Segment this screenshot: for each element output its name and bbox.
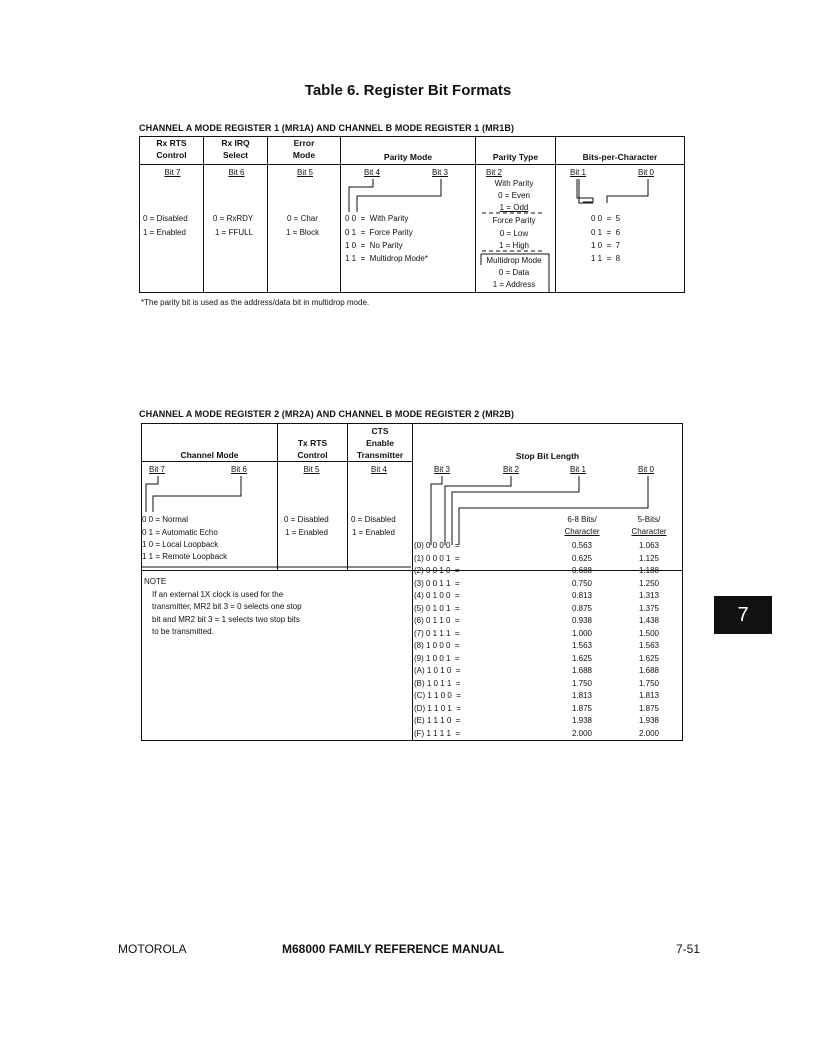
mr1-parity-mode-header: Parity Mode <box>383 152 433 162</box>
stop-row-code: (2) 0 0 1 0 = <box>414 566 460 575</box>
mr2-col5-b: Character <box>631 527 667 536</box>
mr2-chmode-10: 1 0 = Local Loopback <box>142 540 219 549</box>
mr1-rxirq-header-b: Select <box>222 150 249 160</box>
stop-row-code: (C) 1 1 0 0 = <box>414 691 461 700</box>
stop-row-6-8-bits: 1.938 <box>571 716 593 725</box>
mr1-parity-mode-00: 0 0 = With Parity <box>345 214 409 223</box>
mr1-error-block: 1 = Block <box>286 228 320 237</box>
mr1-bpc-10: 1 0 = 7 <box>591 241 621 250</box>
stop-row-6-8-bits: 1.625 <box>571 653 593 663</box>
mr2-note-line-2: transmitter, MR2 bit 3 = 0 selects one stop <box>152 602 302 611</box>
stop-row-code: (5) 0 1 0 1 = <box>414 603 460 613</box>
stop-row-5-bits: 1.375 <box>638 603 660 613</box>
mr1-bpc-11: 1 1 = 8 <box>591 254 621 263</box>
mr1-error-char: 0 = Char <box>287 214 318 223</box>
stop-row-6-8-bits: 1.875 <box>571 703 593 713</box>
stop-row-code: (3) 0 0 1 1 = <box>414 578 460 588</box>
mr2-txrts-enabled: 1 = Enabled <box>285 528 328 537</box>
mr1-bit6: Bit 6 <box>228 168 245 177</box>
mr1-parity-mode-10: 1 0 = No Parity <box>345 241 403 250</box>
stop-row-5-bits: 1.688 <box>638 666 660 675</box>
mr1-error-header-a: Error <box>293 138 315 148</box>
mr2-note-title: NOTE <box>144 577 167 586</box>
mr2-bit3: Bit 3 <box>434 465 451 474</box>
mr2-bit4: Bit 4 <box>370 465 387 474</box>
mr1-parity-mode-01: 0 1 = Force Parity <box>345 228 413 237</box>
stop-row-6-8-bits: 1.813 <box>571 691 593 700</box>
mr2-stop-header: Stop Bit Length <box>515 451 580 461</box>
stop-row-5-bits: 1.938 <box>638 716 660 725</box>
stop-row-5-bits: 1.438 <box>638 616 660 625</box>
mr1-bit3: Bit 3 <box>432 168 449 177</box>
mr1-rxirq-ffull: 1 = FFULL <box>215 228 254 237</box>
stop-row-5-bits: 1.188 <box>638 566 660 575</box>
page-title: Table 6. Register Bit Formats <box>304 82 512 99</box>
mr1-odd: 1 = Odd <box>499 203 529 212</box>
mr2-bit2: Bit 2 <box>503 465 520 474</box>
mr1-rxrts-header-b: Control <box>156 150 187 160</box>
mr2-col68-b: Character <box>564 527 600 536</box>
mr2-cts-header-c: Transmitter <box>356 450 404 460</box>
mr2-note-line-4: to be transmitted. <box>152 627 214 636</box>
mr2-bit7: Bit 7 <box>149 465 166 474</box>
mr1-low: 0 = Low <box>499 229 529 238</box>
stop-row-6-8-bits: 0.813 <box>571 591 593 600</box>
mr1-bit0: Bit 0 <box>638 168 655 177</box>
mr1-bit1: Bit 1 <box>570 168 587 177</box>
stop-row-5-bits: 1.813 <box>638 691 660 700</box>
mr1-caption: CHANNEL A MODE REGISTER 1 (MR1A) AND CHANNEL B MODE REGISTER 1 (MR1B) <box>139 123 515 133</box>
mr2-col68-a: 6-8 Bits/ <box>567 515 597 524</box>
stop-row-6-8-bits: 1.563 <box>571 641 593 650</box>
mr1-high: 1 = High <box>498 241 530 250</box>
mr2-chmode-11: 1 1 = Remote Loopback <box>142 552 228 561</box>
mr1-rxrts-enabled: 1 = Enabled <box>143 228 186 237</box>
stop-row-6-8-bits: 1.000 <box>571 628 593 638</box>
mr2-bit1: Bit 1 <box>570 465 587 474</box>
mr2-bit0: Bit 0 <box>638 465 655 474</box>
mr1-multidrop: Multidrop Mode <box>486 256 542 265</box>
mr2-cts-header-b: Enable <box>366 438 394 448</box>
mr2-col5-a: 5-Bits/ <box>637 515 661 524</box>
mr2-bit5: Bit 5 <box>303 465 320 474</box>
stop-row-code: (8) 1 0 0 0 = <box>414 641 460 650</box>
stop-row-5-bits: 1.875 <box>638 703 660 713</box>
mr2-chmode-01: 0 1 = Automatic Echo <box>142 528 218 537</box>
stop-row-code: (0) 0 0 0 0 = <box>414 541 460 550</box>
mr1-bit5: Bit 5 <box>296 168 313 177</box>
mr1-error-header-b: Mode <box>292 150 316 160</box>
mr1-parity-mode-11: 1 1 = Multidrop Mode* <box>345 254 428 263</box>
mr1-bit2: Bit 2 <box>486 168 503 177</box>
stop-row-5-bits: 1.250 <box>638 578 660 588</box>
footer-left: MOTOROLA <box>118 942 187 956</box>
stop-row-6-8-bits: 1.750 <box>571 678 593 688</box>
mr1-parity-type-header: Parity Type <box>492 152 539 162</box>
mr1-footnote: *The parity bit is used as the address/data bit in multidrop mode. <box>141 298 370 307</box>
mr1-bpc-01: 0 1 = 6 <box>591 228 621 237</box>
stop-row-5-bits: 1.563 <box>638 641 660 650</box>
mr1-force-parity: Force Parity <box>492 216 536 225</box>
footer-right: 7-51 <box>676 942 701 956</box>
stop-row-code: (7) 0 1 1 1 = <box>414 628 460 638</box>
stop-row-5-bits: 1.313 <box>638 591 660 600</box>
mr2-note-line-1: If an external 1X clock is used for the <box>152 590 284 599</box>
mr1-even: 0 = Even <box>498 191 530 200</box>
mr2-txrts-header-b: Control <box>297 450 328 460</box>
stop-row-5-bits: 1.063 <box>638 541 660 550</box>
stop-row-5-bits: 1.125 <box>638 553 660 563</box>
mr1-address: 1 = Address <box>492 280 536 289</box>
stop-row-6-8-bits: 0.688 <box>571 566 593 575</box>
mr1-rxirq-header-a: Rx IRQ <box>221 138 250 148</box>
mr2-cts-disabled: 0 = Disabled <box>351 515 396 524</box>
stop-row-5-bits: 1.750 <box>638 678 660 688</box>
mr1-bpc-header: Bits-per-Character <box>582 152 658 162</box>
stop-row-6-8-bits: 1.688 <box>571 666 593 675</box>
mr2-caption: CHANNEL A MODE REGISTER 2 (MR2A) AND CHANNEL B MODE REGISTER 2 (MR2B) <box>139 409 515 419</box>
mr1-bit7: Bit 7 <box>164 168 181 177</box>
stop-row-5-bits: 2.000 <box>638 728 660 738</box>
mr2-txrts-header-a: Tx RTS <box>297 438 328 448</box>
stop-row-6-8-bits: 2.000 <box>571 728 593 738</box>
stop-row-6-8-bits: 0.875 <box>571 603 593 613</box>
mr1-data: 0 = Data <box>498 268 530 277</box>
mr1-rxrts-disabled: 0 = Disabled <box>143 214 188 223</box>
mr2-cts-enabled: 1 = Enabled <box>352 528 395 537</box>
mr2-note-line-3: bit and MR2 bit 3 = 1 selects two stop bits <box>152 615 300 624</box>
stop-row-code: (D) 1 1 0 1 = <box>414 703 461 713</box>
stop-row-code: (A) 1 0 1 0 = <box>414 666 461 675</box>
stop-row-code: (9) 1 0 0 1 = <box>414 653 460 663</box>
mr2-txrts-disabled: 0 = Disabled <box>284 515 329 524</box>
stop-row-code: (1) 0 0 0 1 = <box>414 553 460 563</box>
stop-row-6-8-bits: 0.563 <box>571 541 593 550</box>
mr2-cts-header-a: CTS <box>371 426 389 436</box>
stop-row-6-8-bits: 0.938 <box>571 616 593 625</box>
stop-row-6-8-bits: 0.750 <box>571 578 593 588</box>
mr1-bpc-00: 0 0 = 5 <box>591 214 621 223</box>
stop-row-code: (4) 0 1 0 0 = <box>414 591 460 600</box>
chapter-tab: 7 <box>714 596 772 634</box>
mr2-chmode-00: 0 0 = Normal <box>142 515 189 524</box>
mr1-rxrts-header-a: Rx RTS <box>156 138 187 148</box>
mr1-with-parity: With Parity <box>494 179 534 188</box>
stop-row-code: (F) 1 1 1 1 = <box>414 728 461 738</box>
mr2-bit6: Bit 6 <box>231 465 248 474</box>
mr1-rxirq-rxrdy: 0 = RxRDY <box>213 214 254 223</box>
stop-row-5-bits: 1.500 <box>638 628 660 638</box>
stop-row-code: (B) 1 0 1 1 = <box>414 678 461 688</box>
mr2-channel-mode-header: Channel Mode <box>180 450 239 460</box>
stop-row-code: (6) 0 1 1 0 = <box>414 616 460 625</box>
mr1-bit4: Bit 4 <box>364 168 381 177</box>
footer-center: M68000 FAMILY REFERENCE MANUAL <box>282 942 505 956</box>
stop-row-code: (E) 1 1 1 0 = <box>414 716 461 725</box>
stop-row-5-bits: 1.625 <box>638 653 660 663</box>
stop-row-6-8-bits: 0.625 <box>571 553 593 563</box>
